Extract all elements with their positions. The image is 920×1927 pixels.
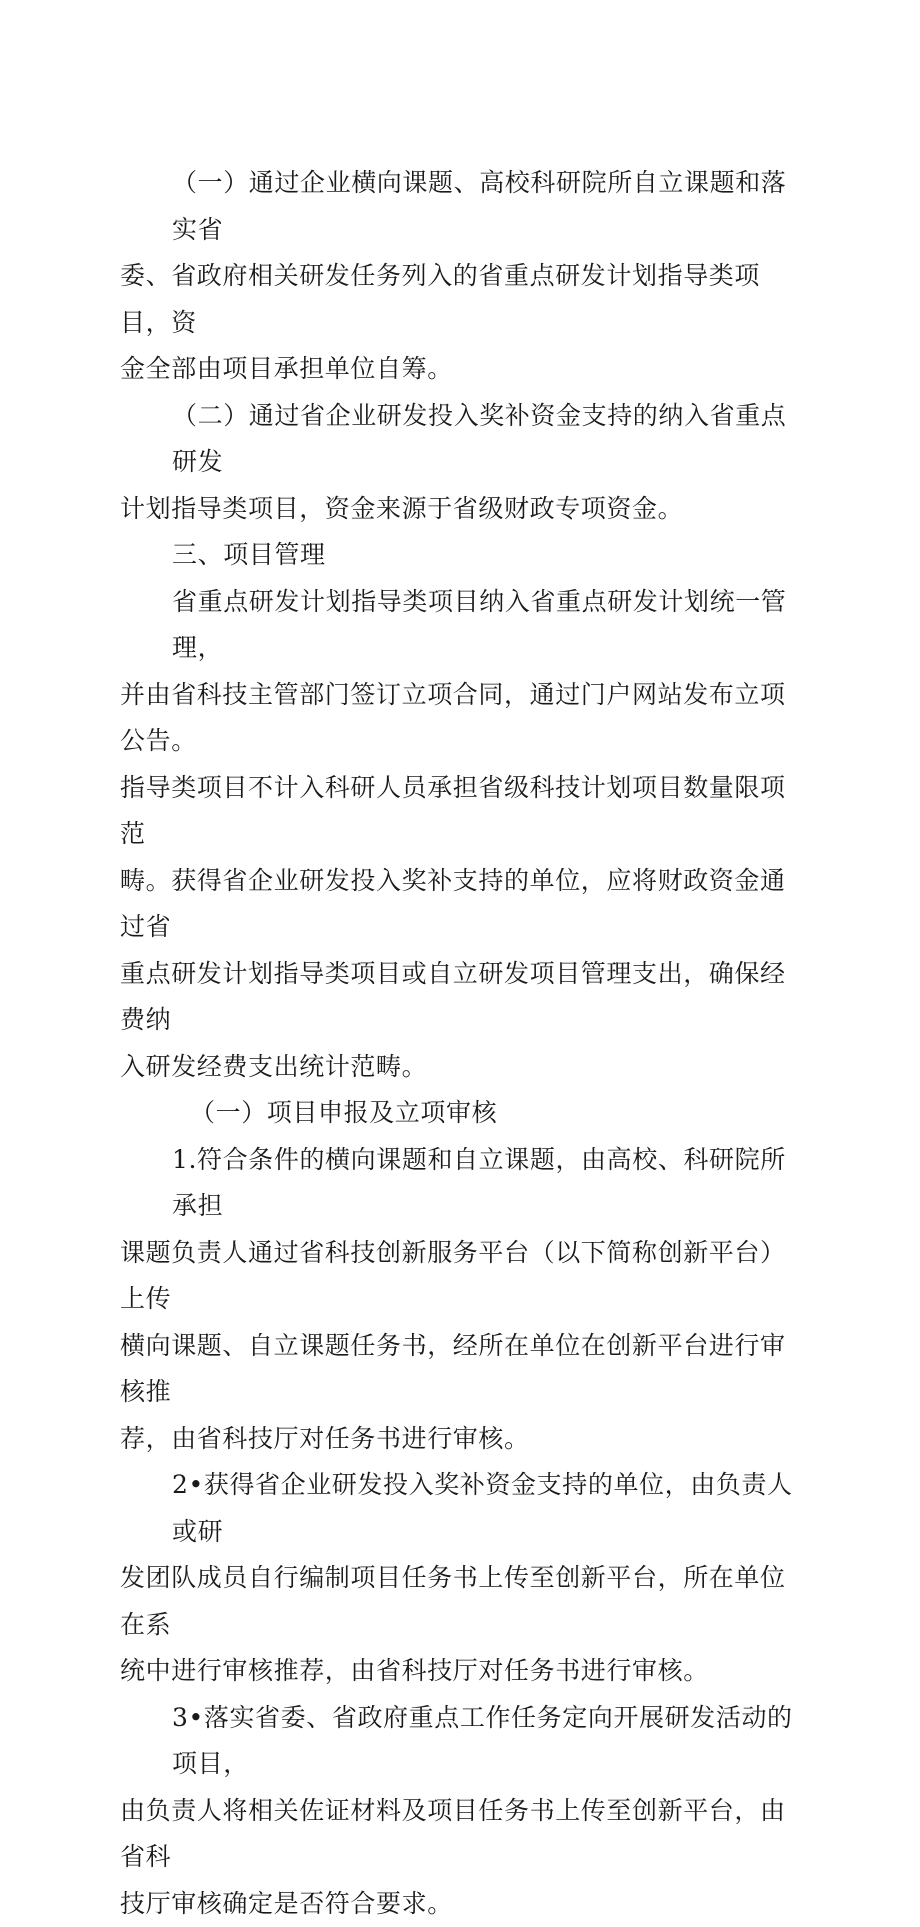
text-line: 统中进行审核推荐，由省科技厅对任务书进行审核。 [120,1648,810,1695]
paragraph-funding-provincial [120,393,810,533]
text-line: 发团队成员自行编制项目任务书上传至创新平台，所在单位在系 [120,1555,810,1648]
text-line: （一）通过企业横向课题、高校科研院所自立课题和落实省 [120,160,810,253]
text-line: 重点研发计划指导类项目或自立研发项目管理支出，确保经费纳 [120,951,810,1044]
text-line: 技厅审核确定是否符合要求。 [120,1881,810,1927]
document-body [120,160,810,1927]
section-heading-project-management: 三、项目管理 [120,532,810,579]
text-line: 3•落实省委、省政府重点工作任务定向开展研发活动的项目， [120,1695,810,1788]
paragraph-item-3 [120,1695,810,1927]
text-line: 荐，由省科技厅对任务书进行审核。 [120,1416,810,1463]
text-line: 金全部由项目承担单位自筹。 [120,346,810,393]
paragraph-funding-self-raised [120,160,810,393]
text-line: 畴。获得省企业研发投入奖补支持的单位，应将财政资金通过省 [120,858,810,951]
text-line: 并由省科技主管部门签订立项合同，通过门户网站发布立项公告。 [120,672,810,765]
text-line: 入研发经费支出统计范畴。 [120,1044,810,1091]
text-line: 1.符合条件的横向课题和自立课题，由高校、科研院所承担 [120,1137,810,1230]
text-line: 委、省政府相关研发任务列入的省重点研发计划指导类项目，资 [120,253,810,346]
text-line: 指导类项目不计入科研人员承担省级科技计划项目数量限项范 [120,765,810,858]
text-line: 横向课题、自立课题任务书，经所在单位在创新平台进行审核推 [120,1323,810,1416]
subsection-heading-application-review: （一）项目申报及立项审核 [120,1090,810,1137]
paragraph-item-2 [120,1462,810,1695]
text-line: （二）通过省企业研发投入奖补资金支持的纳入省重点研发 [120,393,810,486]
text-line: 计划指导类项目，资金来源于省级财政专项资金。 [120,486,810,533]
paragraph-item-1 [120,1137,810,1463]
text-line: 2•获得省企业研发投入奖补资金支持的单位，由负责人或研 [120,1462,810,1555]
paragraph-management-overview [120,579,810,1091]
text-line: 由负责人将相关佐证材料及项目任务书上传至创新平台，由省科 [120,1788,810,1881]
text-line: 课题负责人通过省科技创新服务平台（以下简称创新平台）上传 [120,1230,810,1323]
text-line: 省重点研发计划指导类项目纳入省重点研发计划统一管理， [120,579,810,672]
